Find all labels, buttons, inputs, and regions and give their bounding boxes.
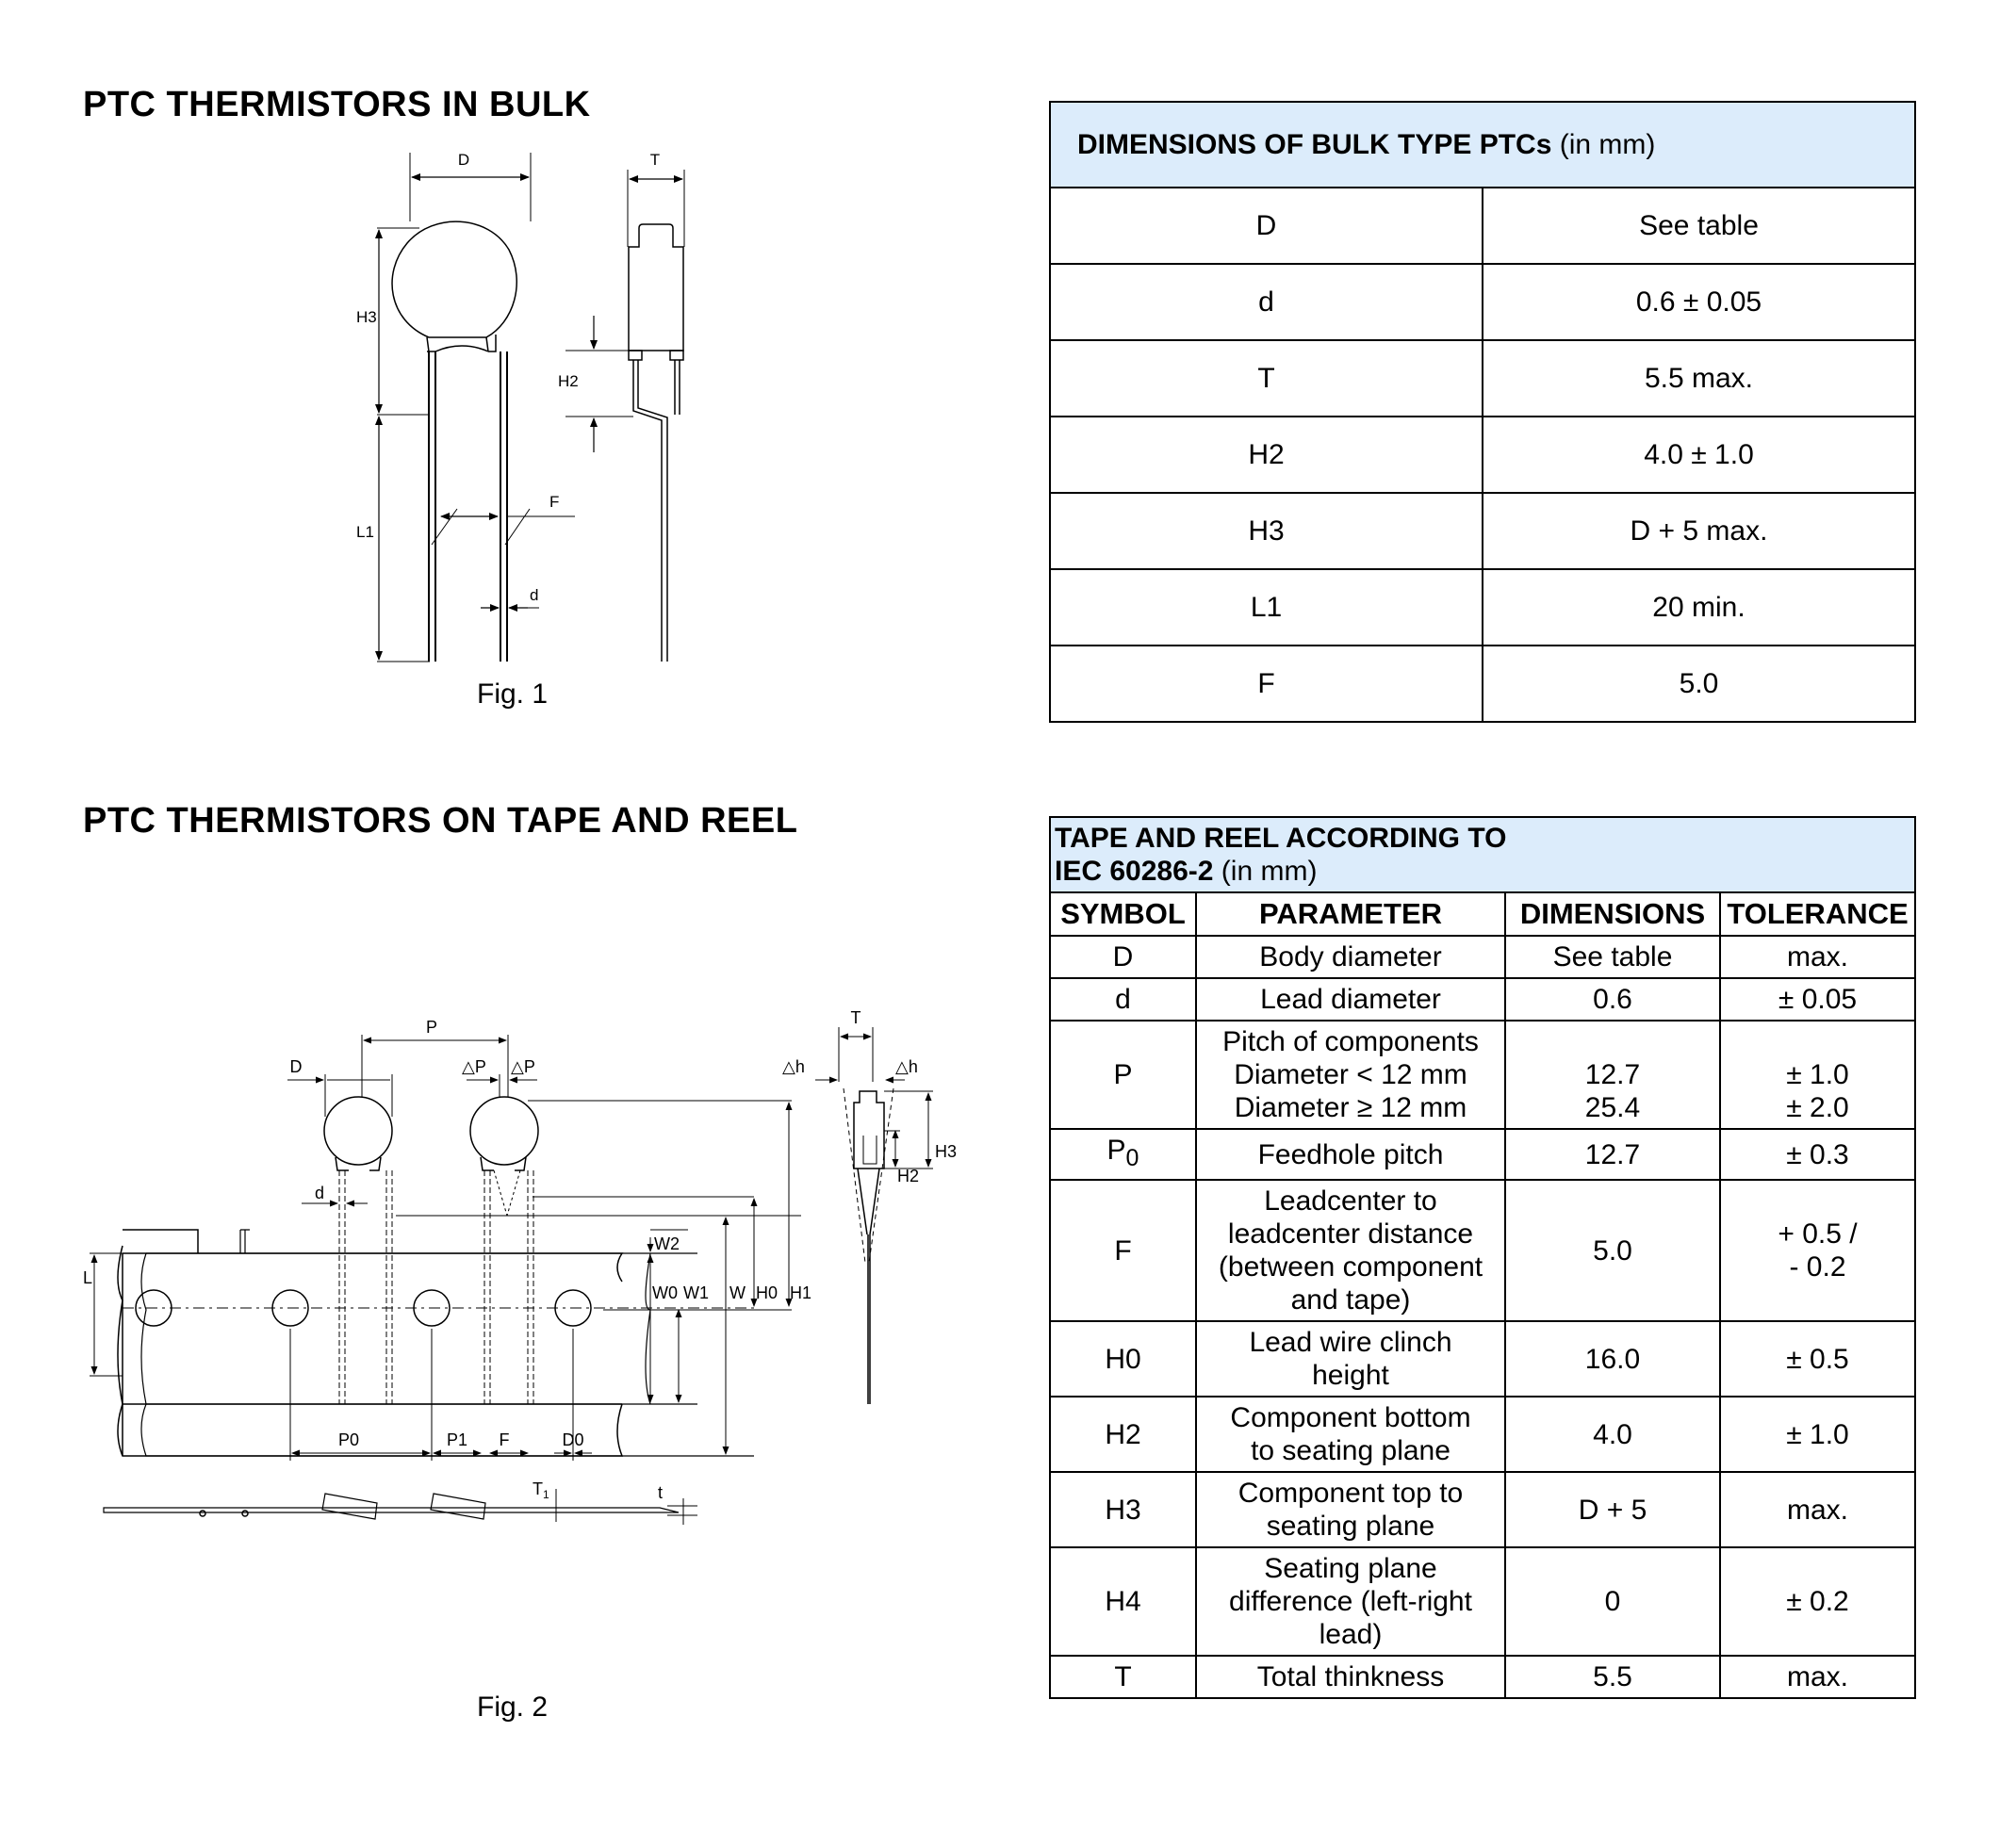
tape-table-header-row xyxy=(1050,892,1915,936)
symbol-text: T xyxy=(1114,1661,1132,1692)
bulk-section-title: PTC THERMISTORS IN BULK xyxy=(83,85,591,124)
parameter-line: Diameter < 12 mm xyxy=(1234,1059,1467,1090)
dimension-line xyxy=(1510,1025,1715,1058)
symbol-text: D xyxy=(1112,941,1134,973)
table-row xyxy=(1050,1321,1915,1397)
dimension-line: 5.5 xyxy=(1593,1661,1632,1692)
value-cell: 5.0 xyxy=(1483,646,1915,722)
bulk-label-L1: L1 xyxy=(356,523,374,541)
tolerance-line xyxy=(1725,1025,1910,1058)
symbol-cell xyxy=(1050,1472,1196,1547)
tolerance-cell xyxy=(1720,1656,1915,1698)
bulk-label-H3: H3 xyxy=(356,308,377,326)
dimension-cell xyxy=(1505,1656,1720,1698)
dimension-line: 5.0 xyxy=(1593,1234,1632,1267)
tolerance-line: max. xyxy=(1786,1661,1848,1692)
tape-label-D: D xyxy=(289,1057,303,1076)
symbol-cell: T xyxy=(1050,340,1483,417)
table-row xyxy=(1050,1397,1915,1472)
symbol-cell: F xyxy=(1050,646,1483,722)
parameter-line: and tape) xyxy=(1290,1284,1411,1316)
table-row xyxy=(1050,1547,1915,1656)
table-row xyxy=(1050,1656,1915,1698)
dimension-line: See table xyxy=(1552,941,1673,973)
tape-label-T1: $T_1$ xyxy=(533,1479,549,1501)
tape-label-P1: P1 xyxy=(446,1430,468,1449)
symbol-text: H3 xyxy=(1105,1494,1141,1526)
table-row xyxy=(1050,1472,1915,1547)
tape-label-W0: W0 xyxy=(652,1283,678,1302)
tolerance-cell xyxy=(1720,936,1915,978)
tape-label-P: P xyxy=(425,1018,438,1037)
tape-label-dh1: △h xyxy=(782,1057,805,1076)
table-row xyxy=(1050,978,1915,1021)
tolerance-line: max. xyxy=(1786,1494,1848,1526)
parameter-cell xyxy=(1196,936,1505,978)
symbol-cell: D xyxy=(1050,188,1483,264)
parameter-line: Leadcenter to xyxy=(1264,1185,1437,1217)
symbol-cell: L1 xyxy=(1050,569,1483,646)
tape-label-dP1: △P xyxy=(462,1057,486,1076)
parameter-cell xyxy=(1196,978,1505,1021)
table-row xyxy=(1050,340,1915,417)
parameter-line: (between component xyxy=(1218,1251,1483,1283)
tolerance-cell xyxy=(1720,1180,1915,1321)
dimension-cell xyxy=(1505,1547,1720,1656)
column-header: SYMBOL xyxy=(1050,892,1196,936)
dimension-cell xyxy=(1505,1397,1720,1472)
tape-table-title: TAPE AND REEL ACCORDING TO IEC 60286-2 (in mm) xyxy=(1050,817,1915,892)
tolerance-cell xyxy=(1720,1129,1915,1180)
parameter-line: lead) xyxy=(1319,1619,1383,1650)
symbol-text: H2 xyxy=(1105,1418,1141,1450)
parameter-line: Total thinkness xyxy=(1256,1661,1445,1692)
symbol-subscript: 0 xyxy=(1125,1145,1139,1171)
parameter-line: Lead wire clinch xyxy=(1249,1327,1452,1358)
column-header: DIMENSIONS xyxy=(1505,892,1720,936)
dimension-line: 12.7 xyxy=(1584,1138,1641,1170)
tolerance-line: ± 0.2 xyxy=(1786,1586,1849,1617)
parameter-line: Component top to xyxy=(1237,1478,1464,1509)
parameter-line: Body diameter xyxy=(1259,941,1442,973)
parameter-cell xyxy=(1196,1021,1505,1129)
tolerance-cell xyxy=(1720,1021,1915,1129)
parameter-cell xyxy=(1196,1472,1505,1547)
table-row xyxy=(1050,1180,1915,1321)
bulk-label-F: F xyxy=(549,493,560,511)
tape-label-H2: H2 xyxy=(897,1167,920,1185)
value-cell: D + 5 max. xyxy=(1483,493,1915,569)
parameter-line: difference (left-right xyxy=(1229,1586,1472,1617)
symbol-cell xyxy=(1050,978,1196,1021)
symbol-text: P xyxy=(1106,1135,1126,1166)
dimension-line: 16.0 xyxy=(1584,1343,1641,1375)
dimension-cell xyxy=(1505,1021,1720,1129)
dimension-line: 4.0 xyxy=(1593,1418,1632,1450)
symbol-cell xyxy=(1050,1129,1196,1180)
parameter-cell xyxy=(1196,1656,1505,1698)
symbol-text: F xyxy=(1114,1234,1132,1267)
dimension-line: 0.6 xyxy=(1593,984,1632,1015)
table-row xyxy=(1050,936,1915,978)
tape-label-H3: H3 xyxy=(935,1142,958,1161)
bulk-label-d: d xyxy=(530,586,539,604)
symbol-text: d xyxy=(1115,984,1131,1015)
value-cell: 5.5 max. xyxy=(1483,340,1915,417)
tolerance-line: ± 2.0 xyxy=(1786,1092,1849,1123)
bulk-figure-caption: Fig. 1 xyxy=(477,678,549,710)
tape-label-F: F xyxy=(499,1430,510,1449)
table-row xyxy=(1050,1021,1915,1129)
tolerance-line: ± 1.0 xyxy=(1786,1418,1849,1450)
parameter-line: Feedhole pitch xyxy=(1257,1138,1444,1170)
symbol-cell xyxy=(1050,1547,1196,1656)
bulk-label-T: T xyxy=(649,151,661,169)
tape-label-d: d xyxy=(315,1184,325,1202)
table-row xyxy=(1050,569,1915,646)
dimension-cell xyxy=(1505,1129,1720,1180)
tolerance-cell xyxy=(1720,978,1915,1021)
value-cell: 20 min. xyxy=(1483,569,1915,646)
dimension-line: 0 xyxy=(1604,1586,1621,1617)
bulk-label-H2: H2 xyxy=(558,372,579,390)
tolerance-cell xyxy=(1720,1321,1915,1397)
table-row xyxy=(1050,264,1915,340)
symbol-cell xyxy=(1050,1180,1196,1321)
parameter-line: leadcenter distance xyxy=(1227,1218,1474,1250)
tape-label-D0: D0 xyxy=(562,1430,584,1449)
tape-reel-table xyxy=(1049,816,1916,1699)
parameter-cell xyxy=(1196,1129,1505,1180)
tolerance-cell xyxy=(1720,1547,1915,1656)
tape-dimension-drawing xyxy=(75,999,971,1536)
dimension-cell xyxy=(1505,936,1720,978)
symbol-text: P xyxy=(1113,1059,1133,1090)
parameter-cell xyxy=(1196,1397,1505,1472)
bulk-dimension-drawing xyxy=(320,141,848,669)
dimension-line: 12.7 xyxy=(1584,1059,1641,1090)
tolerance-line: max. xyxy=(1786,941,1848,973)
dimension-cell xyxy=(1505,1180,1720,1321)
parameter-line: Component bottom xyxy=(1230,1402,1471,1433)
parameter-line: Seating plane xyxy=(1264,1553,1437,1584)
tape-label-W1: W1 xyxy=(683,1283,709,1302)
parameter-line: to seating plane xyxy=(1251,1435,1451,1466)
tape-label-L: L xyxy=(83,1268,93,1287)
symbol-cell xyxy=(1050,936,1196,978)
tape-label-W2: W2 xyxy=(654,1234,680,1253)
symbol-cell: H3 xyxy=(1050,493,1483,569)
tape-label-H0: H0 xyxy=(756,1283,779,1302)
parameter-cell xyxy=(1196,1321,1505,1397)
parameter-line: seating plane xyxy=(1266,1511,1435,1542)
value-cell: 0.6 ± 0.05 xyxy=(1483,264,1915,340)
bulk-dimensions-table xyxy=(1049,101,1916,723)
parameter-line: height xyxy=(1312,1360,1389,1391)
tolerance-line: ± 0.3 xyxy=(1786,1138,1849,1170)
value-cell: 4.0 ± 1.0 xyxy=(1483,417,1915,493)
symbol-cell: H2 xyxy=(1050,417,1483,493)
symbol-cell: d xyxy=(1050,264,1483,340)
tape-section-title: PTC THERMISTORS ON TAPE AND REEL xyxy=(83,801,798,841)
column-header: TOLERANCE xyxy=(1720,892,1915,936)
tape-label-dh2: △h xyxy=(895,1057,918,1076)
tape-label-P0: P0 xyxy=(337,1430,360,1449)
table-row xyxy=(1050,188,1915,264)
symbol-cell xyxy=(1050,1021,1196,1129)
dimension-cell xyxy=(1505,1472,1720,1547)
column-header: PARAMETER xyxy=(1196,892,1505,936)
parameter-cell xyxy=(1196,1547,1505,1656)
table-row xyxy=(1050,1129,1915,1180)
dimension-cell xyxy=(1505,978,1720,1021)
value-cell: See table xyxy=(1483,188,1915,264)
tape-label-T: T xyxy=(850,1008,861,1027)
bulk-label-D: D xyxy=(457,151,470,169)
tolerance-cell xyxy=(1720,1472,1915,1547)
tolerance-cell xyxy=(1720,1397,1915,1472)
tape-figure-caption: Fig. 2 xyxy=(477,1692,549,1723)
tolerance-line: - 0.2 xyxy=(1789,1251,1846,1283)
tape-label-dP2: △P xyxy=(511,1057,535,1076)
tape-label-t: t xyxy=(658,1483,664,1502)
parameter-line: Lead diameter xyxy=(1260,984,1441,1015)
table-row xyxy=(1050,646,1915,722)
parameter-line: Diameter ≥ 12 mm xyxy=(1234,1092,1467,1123)
tolerance-line: + 0.5 / xyxy=(1778,1218,1858,1250)
bulk-table-title: DIMENSIONS OF BULK TYPE PTCs (in mm) xyxy=(1050,102,1915,188)
tolerance-line: ± 0.5 xyxy=(1786,1343,1849,1375)
tolerance-line: ± 1.0 xyxy=(1786,1059,1849,1090)
symbol-cell xyxy=(1050,1656,1196,1698)
symbol-cell xyxy=(1050,1397,1196,1472)
dimension-line: 25.4 xyxy=(1584,1092,1641,1123)
symbol-text: H4 xyxy=(1105,1586,1141,1617)
table-row xyxy=(1050,417,1915,493)
dimension-cell xyxy=(1505,1321,1720,1397)
parameter-cell xyxy=(1196,1180,1505,1321)
dimension-line: D + 5 xyxy=(1578,1494,1647,1526)
tolerance-line: ± 0.05 xyxy=(1778,984,1858,1015)
tape-label-H1: H1 xyxy=(790,1283,812,1302)
symbol-text: H0 xyxy=(1105,1343,1141,1375)
table-row xyxy=(1050,493,1915,569)
parameter-line: Pitch of components xyxy=(1222,1026,1479,1057)
tape-label-W: W xyxy=(729,1283,746,1302)
symbol-cell xyxy=(1050,1321,1196,1397)
